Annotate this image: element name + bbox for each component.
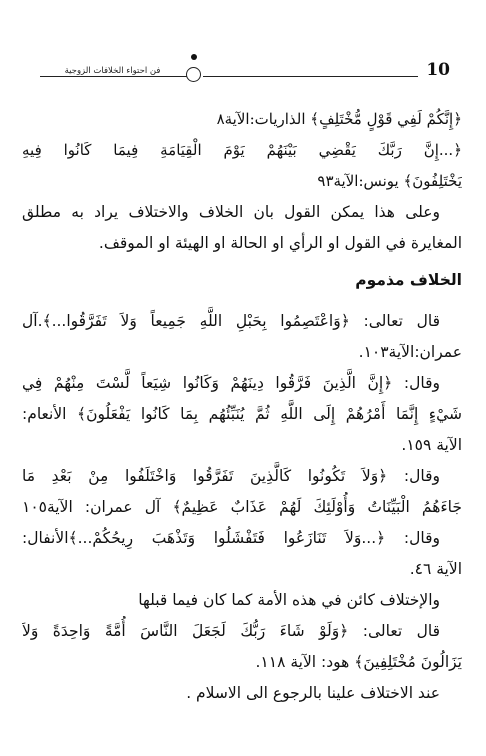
- paragraph-line: والإختلاف كائن في هذه الأمة كما كان فيما قبلها: [138, 591, 440, 609]
- paragraph-line: يَزَالُونَ مُخْتَلِفِينَ﴾ هود: الآية ١١٨.: [255, 653, 462, 671]
- verse-line: ﴿...إِنَّ رَبَّكَ يَقْضِي بَيْنَهُمْ يَوْمَ الْقِيَامَةِ فِيمَا كَانُوا فِيهِ: [22, 141, 462, 159]
- running-title: فن احتواء الخلافات الزوجية: [64, 66, 161, 76]
- header-rule-right: [203, 76, 418, 77]
- verse-line: ﴿إِنَّكُمْ لَفِي قَوْلٍ مُّخْتَلِفٍ﴾ الذاريات:الآية٨: [216, 110, 462, 128]
- paragraph-line: وقال: ﴿إِنَّ الَّذِينَ فَرَّقُوا دِينَهُمْ وَكَانُوا شِيَعاً لَّسْتَ مِنْهُمْ فِي: [22, 374, 440, 392]
- paragraph-line: جَاءَهُمُ الْبَيِّنَاتُ وَأُوْلَئِكَ لَهُمْ عَذَابٌ عَظِيمٌ﴾ آل عمران: الآية١٠٥: [22, 498, 462, 516]
- paragraph-line: وقال: ﴿وَلاَ تَكُونُوا كَالَّذِينَ تَفَرَّقُوا وَاخْتَلَفُوا مِنْ بَعْدِ مَا: [22, 467, 440, 485]
- paragraph-line: عمران:الآية١٠٣.: [358, 343, 462, 361]
- verse-line: يَخْتَلِفُونَ﴾ يونس:الآية٩٣: [317, 172, 462, 190]
- header-dot-ornament: [191, 54, 197, 60]
- paragraph-line: شَيْءٍ إِنَّمَا أَمْرُهُمْ إِلَى اللَّهِ ثُمَّ يُنَبِّئُهُم بِمَا كَانُوا يَفْعَلُونَ﴾ الأنعام:: [22, 405, 462, 423]
- paragraph-line: قال تعالى: ﴿وَلَوْ شَاءَ رَبُّكَ لَجَعَلَ النَّاسَ أُمَّةً وَاحِدَةً وَلاَ: [22, 622, 440, 640]
- section-heading: الخلاف مذموم: [355, 271, 462, 289]
- paragraph-line: المغايرة في القول او الرأي او الحالة او الهيئة او الموقف.: [98, 234, 462, 252]
- paragraph-line: وعلى هذا يمكن القول بان الخلاف والاختلاف يراد به مطلق: [22, 203, 440, 221]
- paragraph-line: الآية ١٥٩.: [401, 436, 462, 454]
- header-circle-ornament: [186, 67, 201, 82]
- paragraph-line: عند الاختلاف علينا بالرجوع الى الاسلام .: [186, 684, 440, 702]
- header-rule-left: [40, 76, 190, 77]
- page-header: [20, 58, 450, 88]
- paragraph-line: الآية ٤٦.: [409, 560, 462, 578]
- paragraph-line: قال تعالى: ﴿وَاعْتَصِمُوا بِحَبْلِ اللَّهِ جَمِيعاً وَلاَ تَفَرَّقُوا...﴾.آل: [22, 312, 440, 330]
- page-body: [22, 104, 462, 709]
- page-number: 10: [426, 60, 450, 80]
- paragraph-line: وقال: ﴿...وَلاَ تَنَازَعُوا فَتَفْشَلُوا وَتَذْهَبَ رِيحُكُمْ...﴾الأنفال:: [22, 529, 440, 547]
